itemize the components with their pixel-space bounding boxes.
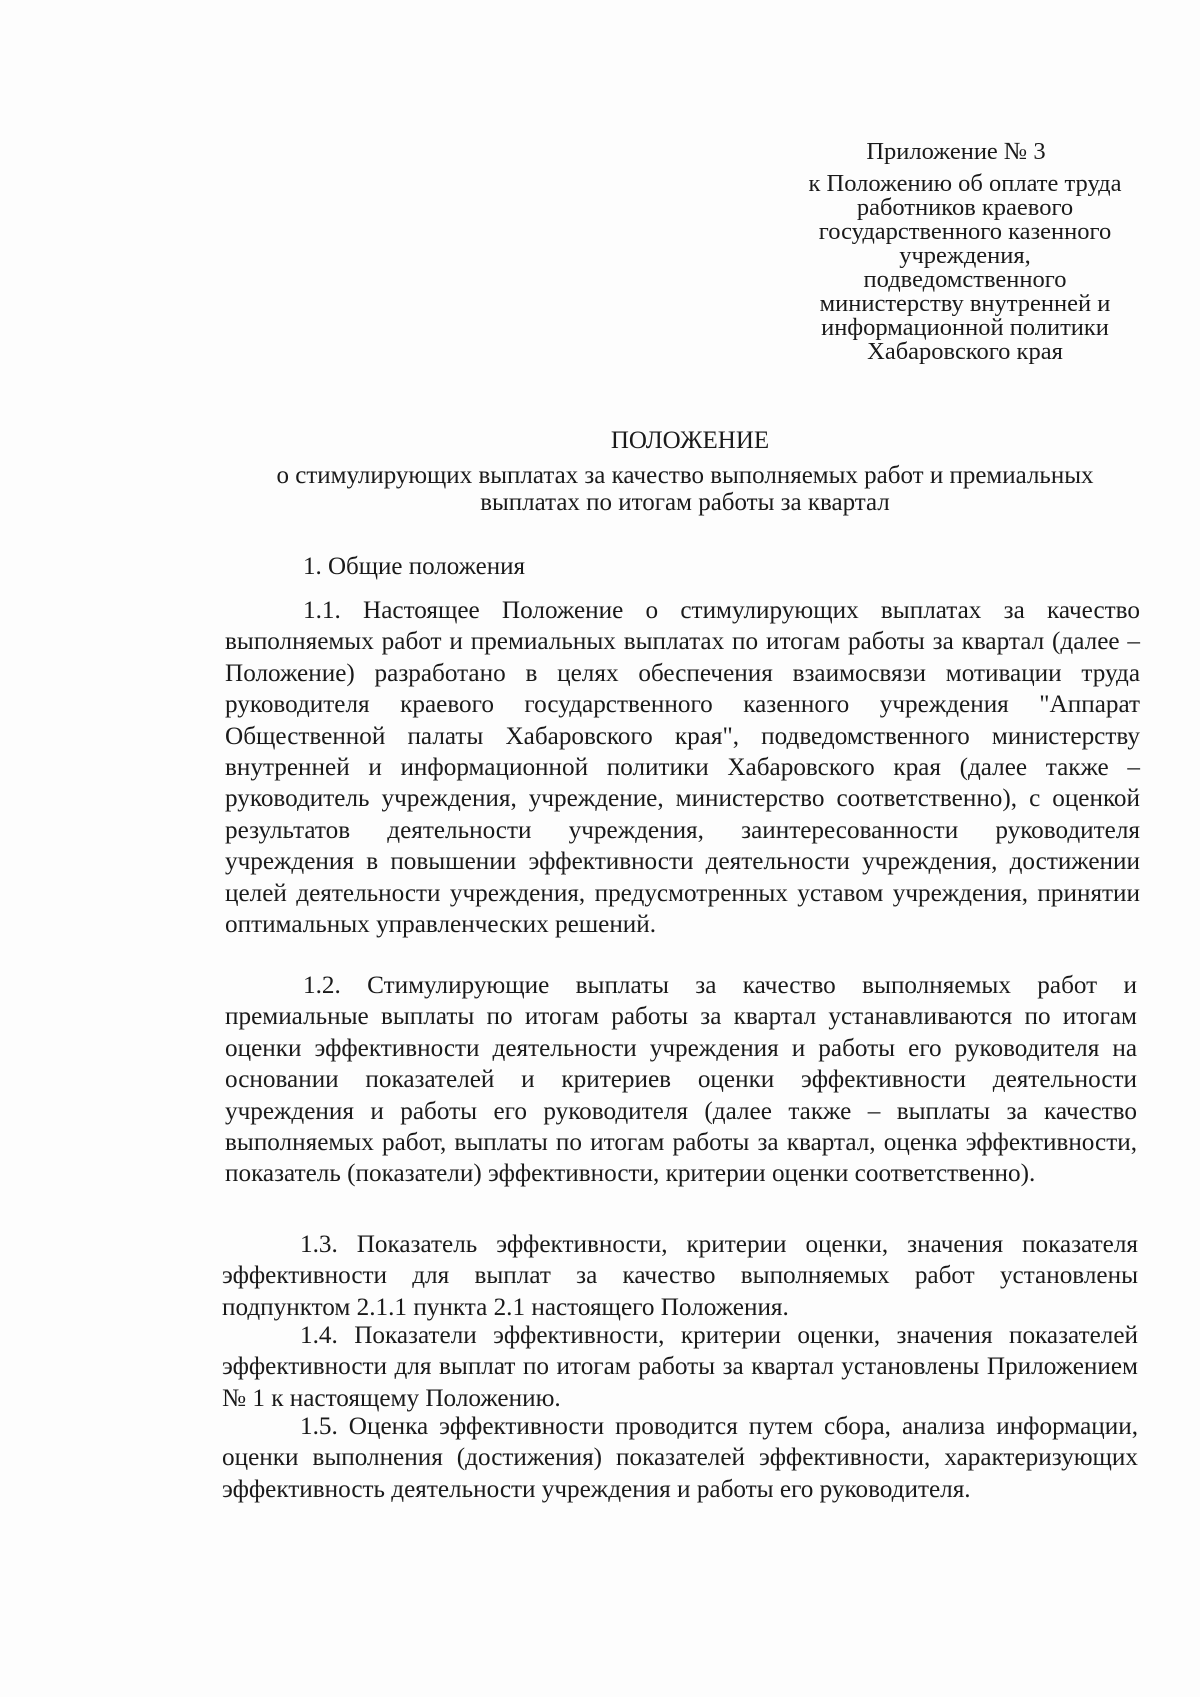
paragraph-1-3: 1.3. Показатель эффективности, критерии оценки, значения показателя эффективности для выплат за качество выполняемых работ установлены подпунктом 2.1.1 пункта 2.1 настоящего Положения. — [222, 1231, 1138, 1321]
paragraph-1-5: 1.5. Оценка эффективности проводится путем сбора, анализа информации, оценки выполнения (достижения) показателей эффективности, характеризующих эффективность деятельности учреждения и работы его руководителя. — [222, 1413, 1138, 1503]
annex-title: Приложение № 3 — [866, 138, 1046, 165]
paragraph-1-1: 1.1. Настоящее Положение о стимулирующих выплатах за качество выполняемых работ и премиальных выплатах по итогам работы за квартал (далее – Положение) разработано в целях обеспечения взаимосвязи мотивации труда руководителя краевого государственного казенного учреждения "Аппарат Общественной палаты Хабаровского края", подведомственного министерству внутренней и информационной политики Хабаровского края (далее также – руководитель учреждения, учреждение, министерство соответственно), с оценкой результатов деятельности учреждения, заинтересованности руководителя учреждения в повышении эффективности деятельности учреждения, достижении целей деятельности учреждения, предусмотренных уставом учреждения, принятии оптимальных управленческих решений. — [225, 597, 1140, 939]
annex-header — [790, 140, 1140, 364]
paragraph-1-4: 1.4. Показатели эффективности, критерии оценки, значения показателей эффективности для выплат по итогам работы за квартал установлены Приложением № 1 к настоящему Положению. — [222, 1322, 1138, 1412]
annex-reference: к Положению об оплате труда работников краевого государственного казенного учреждения, подведомственного министерству внутренней и информационной политики Хабаровского края — [808, 170, 1122, 365]
document-title: ПОЛОЖЕНИЕ — [610, 427, 770, 454]
paragraph-1-2: 1.2. Стимулирующие выплаты за качество выполняемых работ и премиальные выплаты по итогам работы за квартал устанавливаются по итогам оценки эффективности деятельности учреждения и работы его руководителя на основании показателей и критериев оценки эффективности деятельности учреждения и работы его руководителя (далее также – выплаты за качество выполняемых работ, выплаты по итогам работы за квартал, оценка эффективности, показатель (показатели) эффективности, критерии оценки соответственно). — [225, 972, 1137, 1188]
document-subtitle: о стимулирующих выплатах за качество выполняемых работ и премиальных выплатах по итогам работы за квартал — [276, 462, 1094, 516]
section-heading: 1. Общие положения — [303, 553, 525, 580]
